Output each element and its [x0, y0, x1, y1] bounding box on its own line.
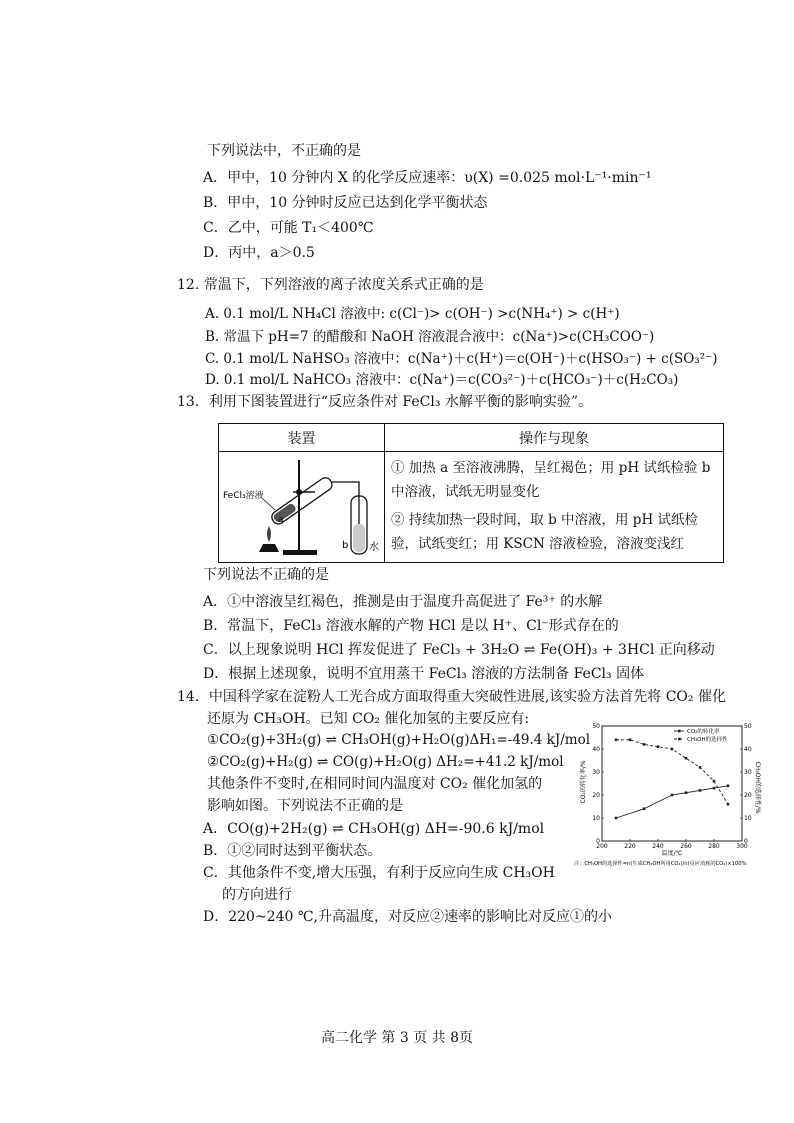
q13-option-c: C．以上现象说明 HCl 挥发促进了 FeCl₃ + 3H₂O ⇌ Fe(OH)₃ + 3HCl 正向移动 — [203, 642, 715, 658]
series-1-point — [713, 787, 716, 790]
legend-marker-1 — [678, 730, 681, 733]
series-1-point — [699, 789, 702, 792]
table-header-apparatus: 装置 — [219, 424, 385, 452]
series-line-1 — [616, 786, 728, 818]
operation-2: ② 持续加热一段时间，取 b 中溶液，用 pH 试纸检验，试纸变红；用 KSCN 溶液检验，溶液变浅红 — [391, 512, 699, 552]
q14-option-c-line2: 的方向进行 — [222, 887, 292, 903]
label-b: b — [342, 540, 349, 551]
q14-option-c-line1: C．其他条件不变,增大压强，有利于反应向生成 CH₃OH — [203, 865, 555, 881]
apparatus-cell — [219, 452, 385, 563]
q13-option-b: B．常温下，FeCl₃ 溶液水解的产物 HCl 是以 H⁺、Cl⁻形式存在的 — [203, 618, 619, 634]
series-2-point — [713, 780, 716, 783]
series-1-point — [727, 785, 730, 788]
q12-option-a: A. 0.1 mol/L NH₄Cl 溶液中: c(Cl⁻)> c(OH⁻) >c(NH₄⁺) > c(H⁺) — [205, 306, 620, 322]
q14-stem-line4: 影响如图。下列说法不正确的是 — [207, 798, 403, 814]
series-2-point — [615, 739, 618, 742]
q14-stem-line2: 还原为 CH₃OH。已知 CO₂ 催化加氢的主要反应有: — [207, 711, 530, 727]
series-2-point — [657, 745, 660, 748]
q13-after: 下列说法不正确的是 — [203, 567, 329, 583]
x-tick-label: 200 — [596, 843, 608, 850]
label-water: 水 — [369, 542, 379, 553]
q13-stem: 13．利用下图装置进行“反应条件对 FeCl₃ 水解平衡的影响实验”。 — [177, 394, 593, 410]
series-1-point — [615, 817, 618, 820]
y-tick-label-left: 30 — [592, 769, 600, 776]
series-1-point — [685, 791, 688, 794]
series-1-point — [643, 808, 646, 811]
q12-option-d: D. 0.1 mol/L NaHCO₃ 溶液中：c(Na⁺)＝c(CO₃²⁻)＋c(HCO₃⁻)＋c(H₂CO₃) — [205, 372, 679, 388]
q14-chart — [572, 718, 772, 878]
series-2-point — [727, 803, 730, 806]
x-tick-label: 220 — [624, 843, 636, 850]
q14-option-a: A．CO(g)+2H₂(g) ⇌ CH₃OH(g) ΔH=-90.6 kJ/mol — [203, 821, 545, 837]
series-2-point — [643, 743, 646, 746]
q14-reaction-1: ①CO₂(g)+3H₂(g) ⇌ CH₃OH(g)+H₂O(g)ΔH₁=-49.4 kJ/mol — [207, 732, 591, 748]
page-footer: 高二化学 第 3 页 共 8页 — [320, 1030, 474, 1046]
x-tick-label: 260 — [680, 843, 692, 850]
q12-option-b: B. 常温下 pH=7 的醋酸和 NaOH 溶液混合液中：c(Na⁺)>c(CH₃COO⁻) — [205, 329, 655, 345]
series-2-point — [671, 748, 674, 751]
y-tick-label-right: 50 — [744, 723, 752, 730]
y-tick-label-right: 40 — [744, 746, 752, 753]
q12-stem: 12. 常温下，下列溶液的离子浓度关系式正确的是 — [177, 277, 484, 293]
x-tick-label: 240 — [652, 843, 664, 850]
y-tick-label-right: 20 — [744, 792, 752, 799]
x-tick-label: 300 — [736, 843, 748, 850]
table-header-operation: 操作与现象 — [385, 424, 724, 452]
legend-label-2: CH₃OH的选择性 — [687, 737, 728, 743]
q11-option-c: C．乙中，可能 T₁＜400℃ — [203, 220, 374, 236]
x-tick-label: 280 — [708, 843, 720, 850]
y-tick-label-left: 20 — [592, 792, 600, 799]
q11-option-a: A．甲中，10 分钟内 X 的化学反应速率：υ(X) =0.025 mol·L⁻¹·min⁻¹ — [203, 170, 652, 186]
y-tick-label-left: 0 — [596, 838, 600, 845]
series-2-point — [685, 757, 688, 760]
y-tick-label-left: 50 — [592, 723, 600, 730]
q14-stem-line1: 14．中国科学家在淀粉人工光合成方面取得重大突破性进展,该实验方法首先将 CO₂ 催化 — [177, 689, 726, 705]
operation-1: ① 加热 a 至溶液沸腾，呈红褐色；用 pH 试纸检验 b 中溶液，试纸无明显变化 — [391, 460, 711, 500]
y-tick-label-right: 10 — [744, 815, 752, 822]
label-solution: FeCl₃溶液 — [223, 491, 264, 501]
q14-reaction-2: ②CO₂(g)+H₂(g) ⇌ CO(g)+H₂O(g) ΔH₂=+41.2 kJ/mol — [207, 754, 564, 770]
y-tick-label-right: 30 — [744, 769, 752, 776]
y-tick-label-left: 10 — [592, 815, 600, 822]
operation-cell — [385, 452, 724, 563]
q11-stem: 下列说法中，不正确的是 — [207, 143, 361, 159]
plot-frame — [602, 726, 742, 841]
y-axis-label-left: CO₂的转化率/% — [580, 760, 587, 804]
chart-note: 注：CH₃OH的选择性=n(生成CH₃OH所用CO₂)/n(反应消耗的CO₂)×100% — [574, 861, 747, 867]
q14-stem-line3: 其他条件不变时,在相同时间内温度对 CO₂ 催化加氢的 — [207, 776, 543, 792]
q11-option-b: B．甲中，10 分钟时反应已达到化学平衡状态 — [203, 195, 488, 211]
q14-option-b: B．①②同时达到平衡状态。 — [203, 843, 382, 859]
series-2-point — [629, 739, 632, 742]
q14-option-d: D．220~240 ℃,升高温度，对反应②速率的影响比对反应①的小 — [203, 909, 612, 925]
y-tick-label-right: 0 — [744, 838, 748, 845]
q11-option-d: D．丙中，a＞0.5 — [203, 245, 315, 261]
legend-marker-2 — [678, 738, 681, 741]
label-a: a — [278, 515, 284, 525]
q13-option-a: A．①中溶液呈红褐色，推测是由于温度升高促进了 Fe³⁺ 的水解 — [203, 594, 603, 610]
y-axis-label-right: CH₃OH的选择性/% — [754, 761, 761, 814]
q12-option-c: C. 0.1 mol/L NaHSO₃ 溶液中：c(Na⁺)＋c(H⁺)＝c(OH⁻)＋c(HSO₃⁻) + c(SO₃²⁻) — [205, 351, 718, 367]
series-1-point — [671, 794, 674, 797]
q13-option-d: D．根据上述现象，说明不宜用蒸干 FeCl₃ 溶液的方法制备 FeCl₃ 固体 — [203, 666, 645, 682]
legend-label-1: CO₂的转化率 — [687, 729, 720, 735]
x-axis-label: 温度/℃ — [661, 850, 683, 857]
apparatus-diagram — [219, 452, 384, 562]
experiment-table — [218, 423, 724, 563]
y-tick-label-left: 40 — [592, 746, 600, 753]
series-2-point — [699, 766, 702, 769]
